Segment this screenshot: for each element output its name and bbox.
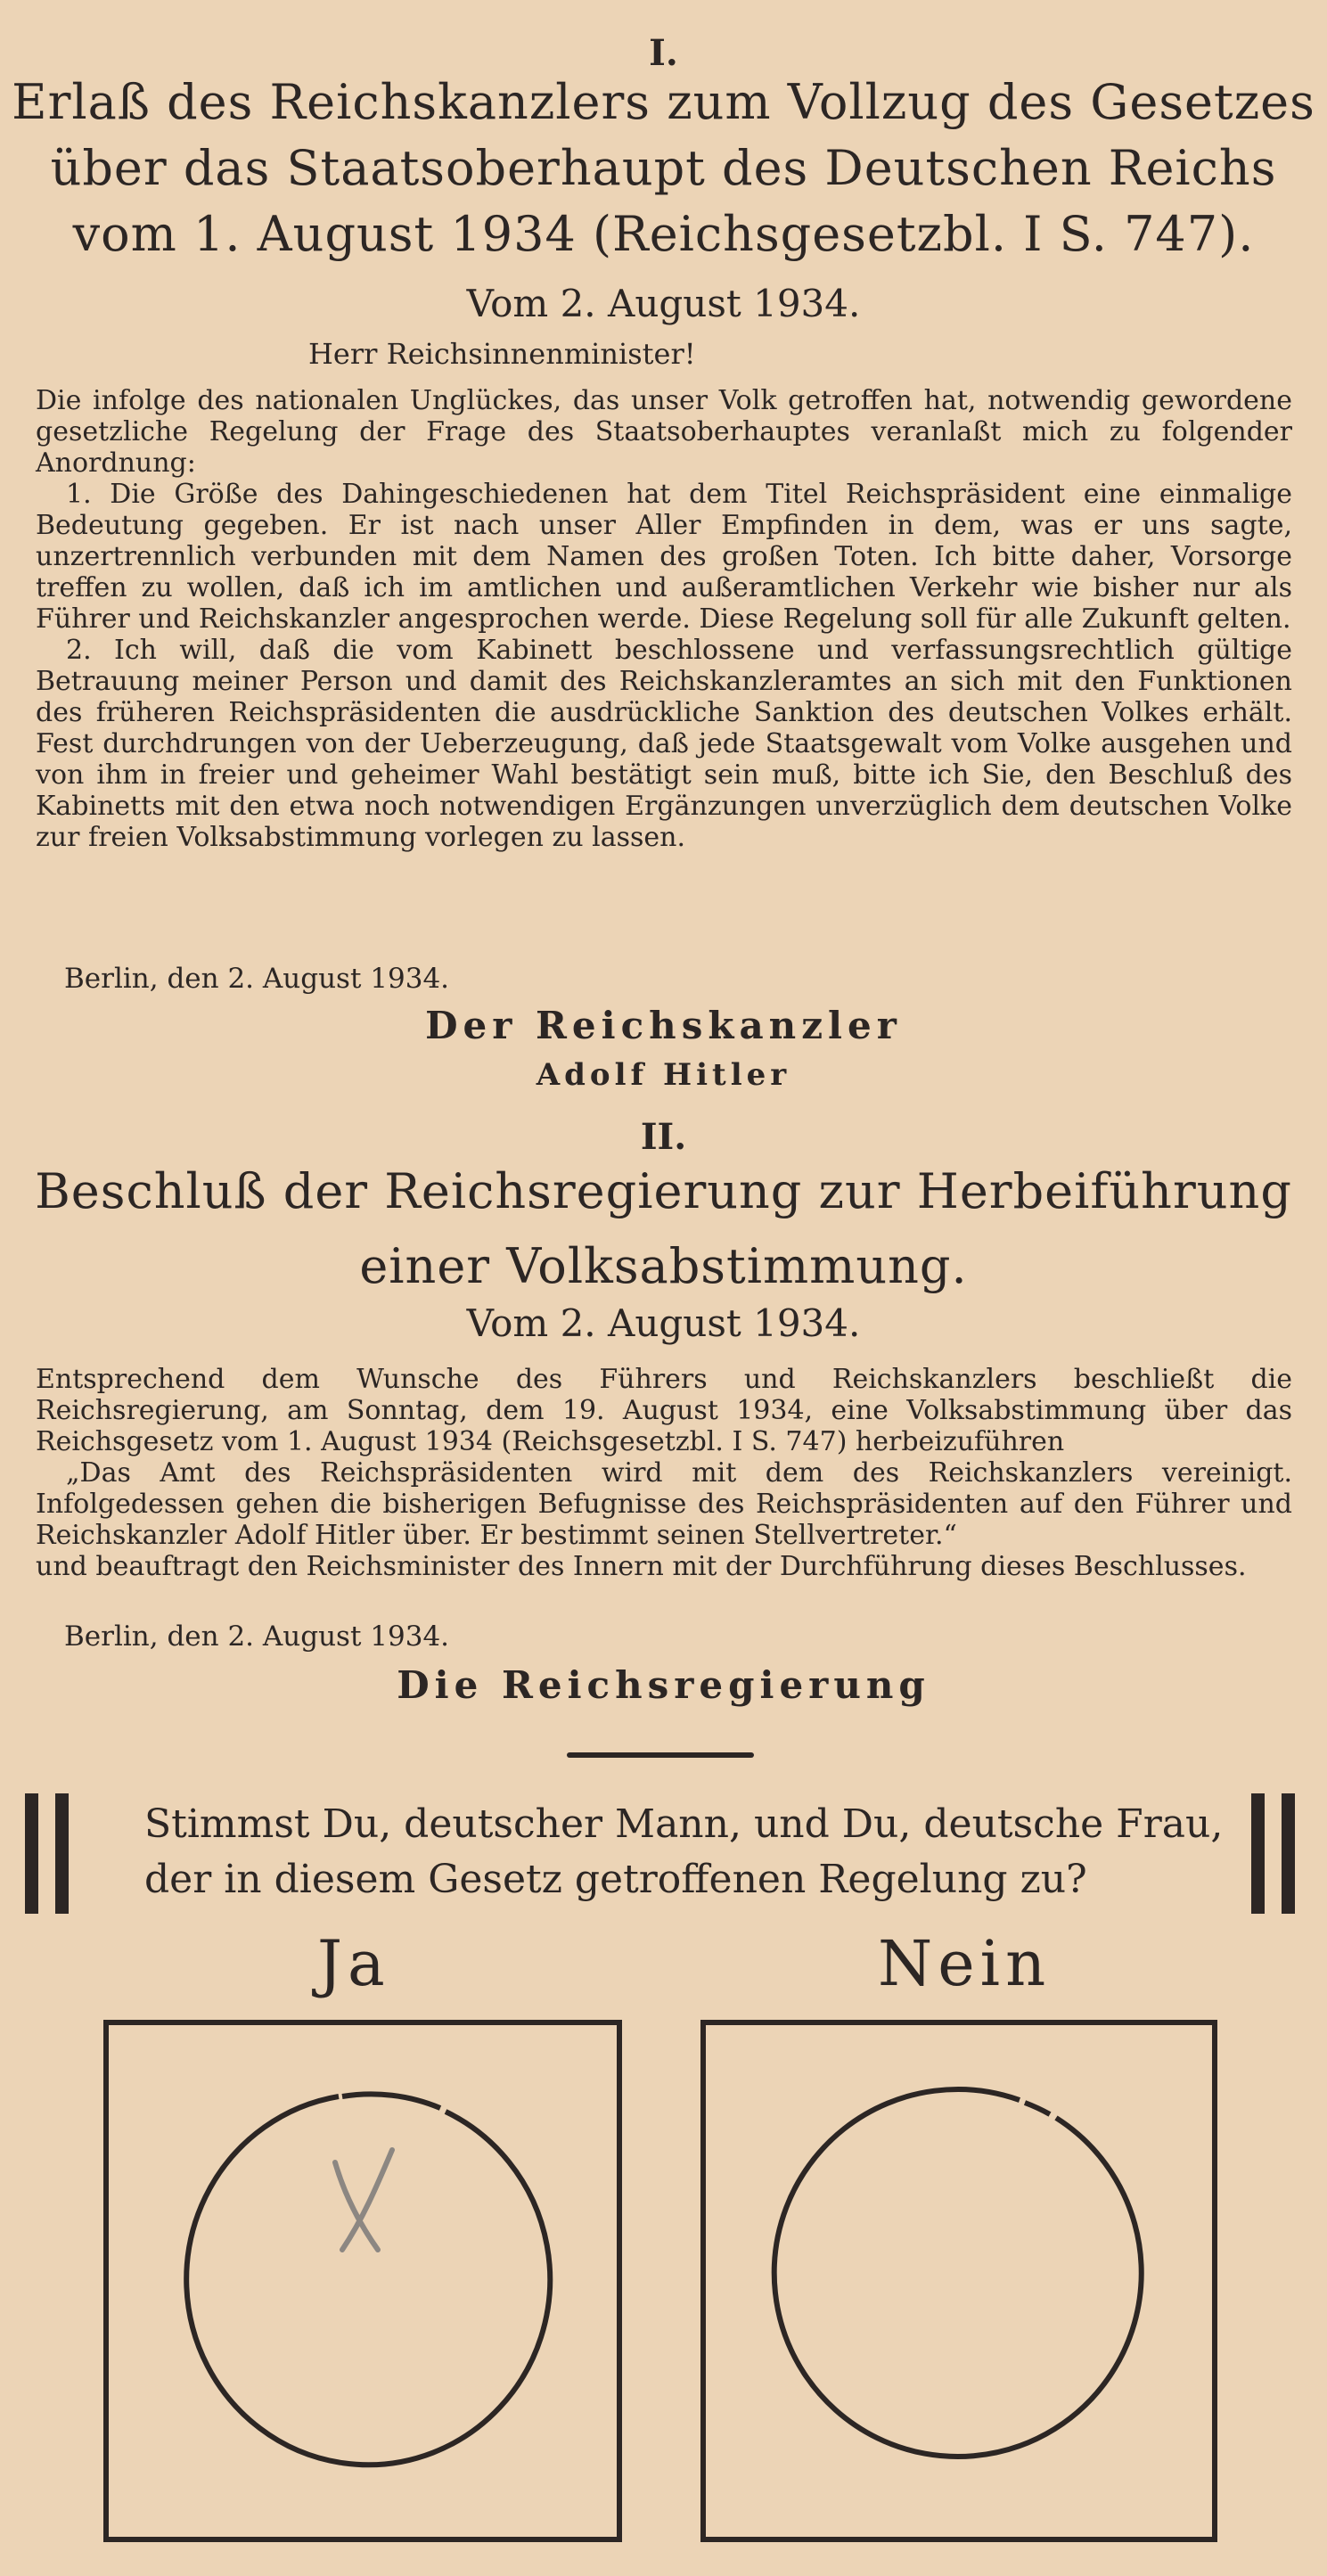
section2-date: Vom 2. August 1934. [466, 1301, 861, 1345]
no-label: Nein [878, 1927, 1052, 2000]
section2-text: Entsprechend dem Wunsche des Führers und Reichskanzlers beschließt die Reichsregierung, am Sonntag, dem 19. August 1934, eine Volksabstimmung über das Reichsgesetz vom 1. August 1934 (Reichsgesetzbl. I S. 747) herbeizuführen [36, 1364, 1292, 1457]
divider-rule [567, 1752, 754, 1758]
section2-title-line2: einer Volksabstimmung. [359, 1238, 968, 1294]
left-bar-outer [25, 1793, 38, 1914]
section2-body [36, 1364, 1292, 1582]
section2-place-date: Berlin, den 2. August 1934. [64, 1620, 450, 1653]
section2-numeral: II. [640, 1116, 687, 1158]
section2-closing: und beauftragt den Reichsminister des Innern mit der Durchführung dieses Beschlusses. [36, 1551, 1247, 1582]
law-quote: „Das Amt des Reichspräsidenten wird mit dem des Reichskanzlers vereinigt. Infolgedessen gehen die bisherigen Befugnisse des Reichspräsidenten auf den Führer und Reichskanzler Adolf Hitler über. Er bestimmt seinen Stellvertreter.“ [36, 1457, 1292, 1551]
left-bar-inner [55, 1793, 69, 1914]
section1-intro: Die infolge des nationalen Unglückes, das unser Volk getroffen hat, notwendig gewordene gesetzliche Regelung der Frage des Staatsoberhauptes veranlaßt mich zu folgender Anordnung: [36, 385, 1292, 479]
no-box[interactable] [700, 2020, 1217, 2542]
yes-box[interactable] [103, 2020, 622, 2542]
yes-label: Ja [317, 1927, 390, 2000]
section1-date: Vom 2. August 1934. [466, 282, 861, 325]
section1-numeral: I. [649, 32, 678, 74]
right-bar-inner [1251, 1793, 1265, 1914]
yes-cross-mark [335, 2150, 392, 2250]
section1-title-line2: über das Staatsoberhaupt des Deutschen Reichs [50, 140, 1277, 196]
salutation: Herr Reichsinnenminister! [308, 337, 696, 371]
signer-name: Adolf Hitler [536, 1057, 791, 1093]
ballot-question [144, 1797, 1223, 1907]
section2-title-line1: Beschluß der Reichsregierung zur Herbeiführung [35, 1163, 1292, 1219]
section1-point2: 2. Ich will, daß die vom Kabinett beschlossene und verfassungsrechtlich gültige Betrauung meiner Person und damit des Reichskanzleramtes an sich mit den Funktionen des früheren Reichspräsidenten die ausdrückliche Sanktion des deutschen Volkes erhält. Fest durchdrungen von der Ueberzeugung, daß jede Staatsgewalt vom Volke ausgehen und von ihm in freier und geheimer Wahl bestätigt sein muß, bitte ich Sie, den Beschluß des Kabinetts mit den etwa noch notwendigen Ergänzungen unverzüglich dem deutschen Volke zur freien Volksabstimmung vorlegen zu lassen. [36, 635, 1292, 853]
signer-title: Der Reichskanzler [425, 1004, 902, 1047]
section1-place-date: Berlin, den 2. August 1934. [64, 963, 450, 995]
section1-title-line1: Erlaß des Reichskanzlers zum Vollzug des Gesetzes [12, 74, 1315, 130]
section1-body [36, 385, 1292, 853]
question-line2: der in diesem Gesetz getroffenen Regelung zu? [144, 1857, 1087, 1902]
section2-signer: Die Reichsregierung [397, 1663, 930, 1707]
right-bar-outer [1282, 1793, 1295, 1914]
section1-point1: 1. Die Größe des Dahingeschiedenen hat dem Titel Reichspräsident eine einmalige Bedeutung gegeben. Er ist nach unser Aller Empfinden in dem, was er uns sagte, unzertrennlich verbunden mit dem Namen des großen Toten. Ich bitte daher, Vorsorge treffen zu wollen, daß ich im amtlichen und außeramtlichen Verkehr wie bisher nur als Führer und Reichskanzler angesprochen werde. Diese Regelung soll für alle Zukunft gelten. [36, 479, 1292, 635]
yes-circle[interactable] [109, 2025, 617, 2537]
no-circle[interactable] [706, 2025, 1212, 2537]
section1-title-line3: vom 1. August 1934 (Reichsgesetzbl. I S. 747). [72, 206, 1255, 262]
question-line1: Stimmst Du, deutscher Mann, und Du, deutsche Frau, [144, 1801, 1224, 1847]
